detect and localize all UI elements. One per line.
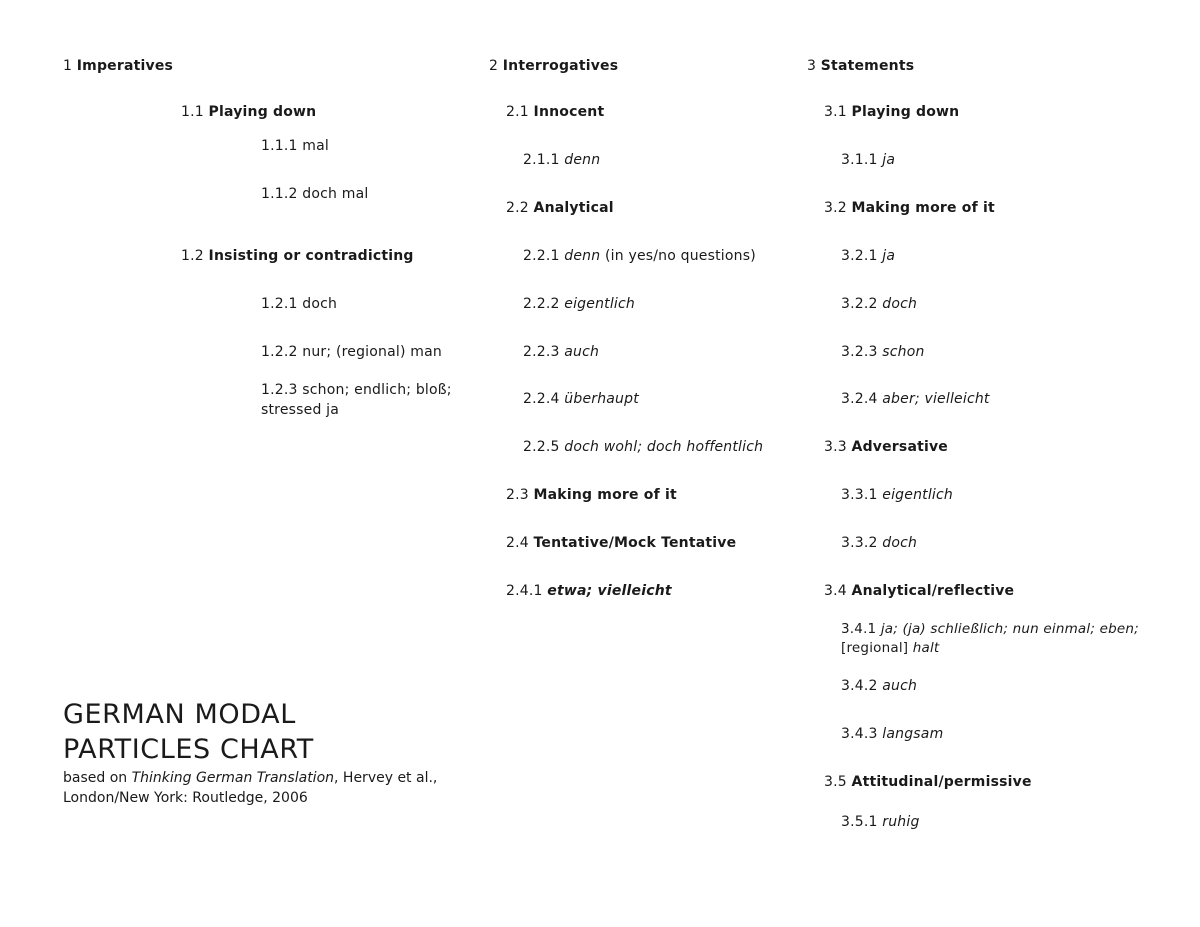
item-3-1-1 xyxy=(841,151,895,169)
item-3-5-1 xyxy=(841,813,920,831)
item-3-2-1 xyxy=(841,247,895,265)
item-2-2-5 xyxy=(523,438,763,456)
item-3-4-2 xyxy=(841,677,917,695)
section-number: 3.4 xyxy=(824,583,847,599)
section-label: Imperatives xyxy=(76,58,174,74)
item-1-1-2 xyxy=(261,185,368,203)
section-number: 2.4 xyxy=(506,535,529,551)
title-line-1: GERMAN MODAL xyxy=(63,699,296,730)
section-number: 1.1 xyxy=(181,104,204,120)
item-number: 2.2.5 xyxy=(523,439,560,455)
source-suffix: , Hervey et al., xyxy=(334,770,438,786)
item-1-1-1 xyxy=(261,137,329,155)
section-label: Attitudinal/permissive xyxy=(851,774,1032,790)
item-1-2-1 xyxy=(261,295,337,313)
section-1-2-heading xyxy=(181,247,414,265)
section-label: Playing down xyxy=(208,104,317,120)
item-number: 1.2.3 xyxy=(261,382,298,398)
section-2-4-heading xyxy=(506,534,736,552)
item-note: (in yes/no questions) xyxy=(600,248,756,264)
item-text: doch xyxy=(882,535,918,551)
item-text: doch wohl; doch hoffentlich xyxy=(564,439,764,455)
item-1-2-3 xyxy=(261,381,452,419)
item-text: auch xyxy=(882,678,918,694)
item-text: eigentlich xyxy=(882,487,953,503)
section-label: Interrogatives xyxy=(502,58,619,74)
item-2-2-2 xyxy=(523,295,635,313)
chart-title xyxy=(63,697,483,767)
item-number: 3.1.1 xyxy=(841,152,878,168)
section-number: 3.2 xyxy=(824,200,847,216)
item-number: 1.1.1 xyxy=(261,138,298,154)
section-number: 3 xyxy=(807,58,817,74)
section-3-3-heading xyxy=(824,438,948,456)
section-label: Analytical/reflective xyxy=(851,583,1015,599)
section-3-heading xyxy=(807,57,914,75)
item-number: 3.4.2 xyxy=(841,678,878,694)
section-number: 2 xyxy=(489,58,499,74)
section-label: Insisting or contradicting xyxy=(208,248,414,264)
section-label: Adversative xyxy=(851,439,949,455)
item-number: 2.2.4 xyxy=(523,391,560,407)
item-number: 2.1.1 xyxy=(523,152,560,168)
item-number: 3.5.1 xyxy=(841,814,878,830)
item-2-4-1 xyxy=(506,582,672,600)
section-number: 2.1 xyxy=(506,104,529,120)
section-label: Tentative/Mock Tentative xyxy=(533,535,737,551)
item-number: 2.2.1 xyxy=(523,248,560,264)
item-text: nur; (regional) man xyxy=(302,344,442,360)
section-2-2-heading xyxy=(506,199,614,217)
item-text: auch xyxy=(564,344,600,360)
item-number: 2.4.1 xyxy=(506,583,543,599)
section-2-1-heading xyxy=(506,103,604,121)
item-text: ja xyxy=(882,248,896,264)
item-3-2-4 xyxy=(841,390,990,408)
item-number: 1.1.2 xyxy=(261,186,298,202)
item-number: 3.2.1 xyxy=(841,248,878,264)
section-label: Innocent xyxy=(533,104,605,120)
item-text: mal xyxy=(302,138,329,154)
item-2-2-3 xyxy=(523,343,599,361)
item-number: 3.2.4 xyxy=(841,391,878,407)
item-number: 3.4.3 xyxy=(841,726,878,742)
item-text: aber; vielleicht xyxy=(882,391,990,407)
source-prefix: based on xyxy=(63,770,132,786)
section-3-4-heading xyxy=(824,582,1014,600)
title-line-2: PARTICLES CHART xyxy=(63,734,314,765)
item-2-2-1 xyxy=(523,247,756,265)
item-text: schon xyxy=(882,344,925,360)
section-number: 1 xyxy=(63,58,73,74)
item-number: 2.2.2 xyxy=(523,296,560,312)
item-1-2-2 xyxy=(261,343,442,361)
source-publisher: London/New York: Routledge, 2006 xyxy=(63,790,308,806)
section-number: 3.5 xyxy=(824,774,847,790)
item-text-line2: halt xyxy=(912,640,940,656)
item-2-1-1 xyxy=(523,151,600,169)
section-number: 1.2 xyxy=(181,248,204,264)
section-label: Making more of it xyxy=(851,200,995,216)
section-2-heading xyxy=(489,57,618,75)
item-number: 3.3.1 xyxy=(841,487,878,503)
item-text: schon; endlich; bloß; xyxy=(302,382,452,398)
item-3-2-3 xyxy=(841,343,925,361)
item-3-4-3 xyxy=(841,725,943,743)
item-text: etwa; vielleicht xyxy=(547,583,672,599)
section-number: 3.3 xyxy=(824,439,847,455)
item-text: überhaupt xyxy=(564,391,639,407)
item-2-2-4 xyxy=(523,390,639,408)
item-text: ja xyxy=(882,152,896,168)
section-3-1-heading xyxy=(824,103,959,121)
item-number: 1.2.2 xyxy=(261,344,298,360)
item-number: 3.2.2 xyxy=(841,296,878,312)
item-3-4-1 xyxy=(841,620,1139,657)
item-number: 2.2.3 xyxy=(523,344,560,360)
section-number: 3.1 xyxy=(824,104,847,120)
source-book-title: Thinking German Translation xyxy=(131,770,335,786)
item-text: doch mal xyxy=(302,186,369,202)
item-number: 1.2.1 xyxy=(261,296,298,312)
section-label: Statements xyxy=(820,58,915,74)
item-text: langsam xyxy=(882,726,944,742)
item-number: 3.2.3 xyxy=(841,344,878,360)
item-text: doch xyxy=(302,296,338,312)
item-text: ruhig xyxy=(882,814,920,830)
item-text: ja; (ja) schließlich; nun einmal; eben; xyxy=(880,621,1139,637)
item-3-2-2 xyxy=(841,295,917,313)
section-number: 2.2 xyxy=(506,200,529,216)
item-text: eigentlich xyxy=(564,296,635,312)
section-number: 2.3 xyxy=(506,487,529,503)
section-1-heading xyxy=(63,57,173,75)
section-2-3-heading xyxy=(506,486,677,504)
section-label: Analytical xyxy=(533,200,614,216)
item-number: 3.3.2 xyxy=(841,535,878,551)
item-3-3-1 xyxy=(841,486,953,504)
section-3-5-heading xyxy=(824,773,1032,791)
item-3-3-2 xyxy=(841,534,917,552)
item-text: denn xyxy=(564,248,601,264)
item-text: doch xyxy=(882,296,918,312)
section-3-2-heading xyxy=(824,199,995,217)
section-label: Playing down xyxy=(851,104,960,120)
item-text-line2: stressed ja xyxy=(261,402,340,418)
item-text: denn xyxy=(564,152,601,168)
item-prefix: [regional] xyxy=(841,640,913,656)
section-1-1-heading xyxy=(181,103,316,121)
item-number: 3.4.1 xyxy=(841,621,877,637)
section-label: Making more of it xyxy=(533,487,677,503)
source-citation xyxy=(63,768,483,808)
